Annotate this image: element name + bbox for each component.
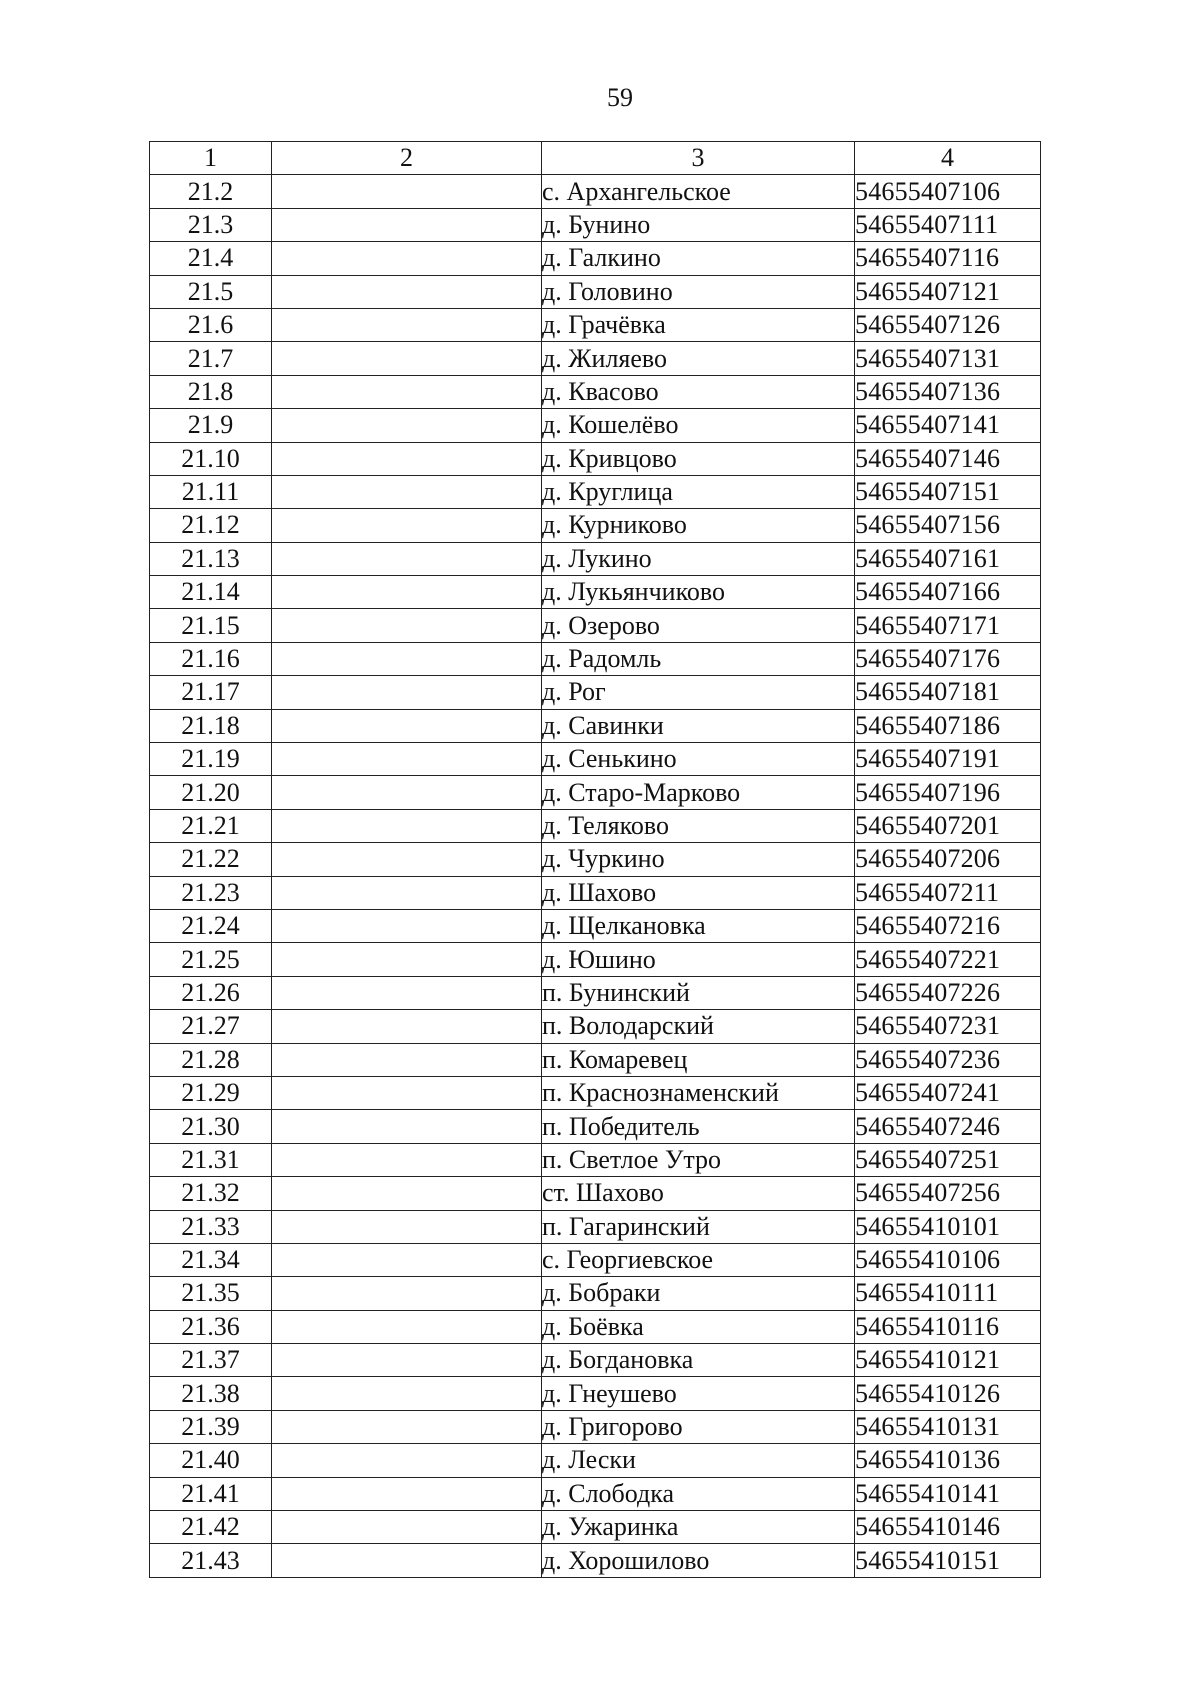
- row-number-cell: 21.35: [150, 1277, 272, 1310]
- table-row: [150, 1544, 1041, 1577]
- oktmo-code-cell: 54655407256: [855, 1177, 1041, 1210]
- row-number-cell: 21.20: [150, 776, 272, 809]
- column-2-cell: [272, 375, 542, 408]
- oktmo-code-cell: 54655410121: [855, 1344, 1041, 1377]
- table-row: [150, 1243, 1041, 1276]
- table-row: [150, 1143, 1041, 1176]
- table-row: [150, 1310, 1041, 1343]
- settlement-name-cell: д. Бунино: [542, 208, 855, 241]
- table-row: [150, 809, 1041, 842]
- table-row: [150, 1010, 1041, 1043]
- settlement-name-cell: ст. Шахово: [542, 1177, 855, 1210]
- column-2-cell: [272, 542, 542, 575]
- column-2-cell: [272, 1377, 542, 1410]
- row-number-cell: 21.38: [150, 1377, 272, 1410]
- oktmo-code-cell: 54655407216: [855, 909, 1041, 942]
- row-number-cell: 21.43: [150, 1544, 272, 1577]
- oktmo-code-cell: 54655410131: [855, 1410, 1041, 1443]
- table-row: [150, 609, 1041, 642]
- column-2-cell: [272, 709, 542, 742]
- settlement-name-cell: д. Хорошилово: [542, 1544, 855, 1577]
- column-2-cell: [272, 876, 542, 909]
- row-number-cell: 21.37: [150, 1344, 272, 1377]
- oktmo-code-cell: 54655407141: [855, 409, 1041, 442]
- column-2-cell: [272, 1143, 542, 1176]
- table-row: [150, 642, 1041, 675]
- row-number-cell: 21.31: [150, 1143, 272, 1176]
- settlement-name-cell: п. Победитель: [542, 1110, 855, 1143]
- table-row: [150, 1410, 1041, 1443]
- column-2-cell: [272, 1043, 542, 1076]
- table-row: [150, 242, 1041, 275]
- oktmo-code-cell: 54655407206: [855, 843, 1041, 876]
- settlement-name-cell: д. Теляково: [542, 809, 855, 842]
- row-number-cell: 21.32: [150, 1177, 272, 1210]
- settlement-name-cell: д. Радомль: [542, 642, 855, 675]
- row-number-cell: 21.13: [150, 542, 272, 575]
- oktmo-code-cell: 54655407146: [855, 442, 1041, 475]
- column-2-cell: [272, 1511, 542, 1544]
- settlement-name-cell: д. Озерово: [542, 609, 855, 642]
- settlement-name-cell: п. Краснознаменский: [542, 1076, 855, 1109]
- column-2-cell: [272, 743, 542, 776]
- table-row: [150, 976, 1041, 1009]
- column-2-cell: [272, 442, 542, 475]
- row-number-cell: 21.40: [150, 1444, 272, 1477]
- oktmo-code-cell: 54655407176: [855, 642, 1041, 675]
- column-2-cell: [272, 1344, 542, 1377]
- settlements-table: [149, 141, 1041, 1578]
- settlement-name-cell: д. Лукино: [542, 542, 855, 575]
- settlement-name-cell: д. Бобраки: [542, 1277, 855, 1310]
- table-row: [150, 409, 1041, 442]
- oktmo-code-cell: 54655407171: [855, 609, 1041, 642]
- settlement-name-cell: д. Сенькино: [542, 743, 855, 776]
- column-2-cell: [272, 409, 542, 442]
- settlement-name-cell: д. Головино: [542, 275, 855, 308]
- table-row: [150, 709, 1041, 742]
- oktmo-code-cell: 54655407241: [855, 1076, 1041, 1109]
- table-row: [150, 509, 1041, 542]
- row-number-cell: 21.7: [150, 342, 272, 375]
- oktmo-code-cell: 54655407131: [855, 342, 1041, 375]
- settlement-name-cell: д. Кошелёво: [542, 409, 855, 442]
- column-2-cell: [272, 676, 542, 709]
- oktmo-code-cell: 54655407236: [855, 1043, 1041, 1076]
- column-2-cell: [272, 509, 542, 542]
- table-row: [150, 1344, 1041, 1377]
- column-2-cell: [272, 809, 542, 842]
- oktmo-code-cell: 54655410106: [855, 1243, 1041, 1276]
- oktmo-code-cell: 54655407161: [855, 542, 1041, 575]
- column-2-cell: [272, 1544, 542, 1577]
- row-number-cell: 21.18: [150, 709, 272, 742]
- oktmo-code-cell: 54655407231: [855, 1010, 1041, 1043]
- settlement-name-cell: д. Жиляево: [542, 342, 855, 375]
- table-row: [150, 275, 1041, 308]
- oktmo-code-cell: 54655407181: [855, 676, 1041, 709]
- oktmo-code-cell: 54655407121: [855, 275, 1041, 308]
- column-2-cell: [272, 1477, 542, 1510]
- settlement-name-cell: д. Богдановка: [542, 1344, 855, 1377]
- column-2-cell: [272, 1010, 542, 1043]
- settlement-name-cell: д. Грачёвка: [542, 308, 855, 341]
- oktmo-code-cell: 54655407201: [855, 809, 1041, 842]
- row-number-cell: 21.23: [150, 876, 272, 909]
- row-number-cell: 21.36: [150, 1310, 272, 1343]
- settlement-name-cell: п. Комаревец: [542, 1043, 855, 1076]
- oktmo-code-cell: 54655410146: [855, 1511, 1041, 1544]
- column-2-cell: [272, 275, 542, 308]
- column-2-cell: [272, 776, 542, 809]
- oktmo-code-cell: 54655410151: [855, 1544, 1041, 1577]
- table-row: [150, 342, 1041, 375]
- settlement-name-cell: п. Гагаринский: [542, 1210, 855, 1243]
- column-2-cell: [272, 342, 542, 375]
- page-number: 59: [607, 83, 633, 112]
- column-header-2: 2: [272, 142, 542, 175]
- column-2-cell: [272, 208, 542, 241]
- table-row: [150, 175, 1041, 208]
- settlement-name-cell: д. Галкино: [542, 242, 855, 275]
- table-row: [150, 475, 1041, 508]
- row-number-cell: 21.41: [150, 1477, 272, 1510]
- oktmo-code-cell: 54655407186: [855, 709, 1041, 742]
- settlement-name-cell: д. Савинки: [542, 709, 855, 742]
- oktmo-code-cell: 54655407246: [855, 1110, 1041, 1143]
- row-number-cell: 21.16: [150, 642, 272, 675]
- oktmo-code-cell: 54655410136: [855, 1444, 1041, 1477]
- settlement-name-cell: д. Шахово: [542, 876, 855, 909]
- settlement-name-cell: д. Ужаринка: [542, 1511, 855, 1544]
- settlement-name-cell: д. Старо-Марково: [542, 776, 855, 809]
- table-row: [150, 1477, 1041, 1510]
- oktmo-code-cell: 54655407196: [855, 776, 1041, 809]
- column-2-cell: [272, 642, 542, 675]
- settlement-name-cell: п. Бунинский: [542, 976, 855, 1009]
- table-row: [150, 542, 1041, 575]
- row-number-cell: 21.42: [150, 1511, 272, 1544]
- oktmo-code-cell: 54655407151: [855, 475, 1041, 508]
- column-2-cell: [272, 1210, 542, 1243]
- row-number-cell: 21.25: [150, 943, 272, 976]
- table-row: [150, 909, 1041, 942]
- settlement-name-cell: д. Юшино: [542, 943, 855, 976]
- row-number-cell: 21.27: [150, 1010, 272, 1043]
- row-number-cell: 21.10: [150, 442, 272, 475]
- table-row: [150, 308, 1041, 341]
- settlement-name-cell: д. Рог: [542, 676, 855, 709]
- row-number-cell: 21.22: [150, 843, 272, 876]
- column-2-cell: [272, 308, 542, 341]
- settlement-name-cell: п. Володарский: [542, 1010, 855, 1043]
- oktmo-code-cell: 54655407221: [855, 943, 1041, 976]
- row-number-cell: 21.24: [150, 909, 272, 942]
- column-2-cell: [272, 609, 542, 642]
- table-row: [150, 943, 1041, 976]
- settlement-name-cell: д. Квасово: [542, 375, 855, 408]
- column-2-cell: [272, 1444, 542, 1477]
- row-number-cell: 21.2: [150, 175, 272, 208]
- row-number-cell: 21.19: [150, 743, 272, 776]
- settlement-name-cell: с. Архангельское: [542, 175, 855, 208]
- table-row: [150, 208, 1041, 241]
- settlement-name-cell: д. Чуркино: [542, 843, 855, 876]
- row-number-cell: 21.11: [150, 475, 272, 508]
- row-number-cell: 21.34: [150, 1243, 272, 1276]
- table-row: [150, 843, 1041, 876]
- oktmo-code-cell: 54655410116: [855, 1310, 1041, 1343]
- column-2-cell: [272, 576, 542, 609]
- row-number-cell: 21.6: [150, 308, 272, 341]
- oktmo-code-cell: 54655407251: [855, 1143, 1041, 1176]
- table-row: [150, 1043, 1041, 1076]
- oktmo-code-cell: 54655410141: [855, 1477, 1041, 1510]
- table-row: [150, 776, 1041, 809]
- oktmo-code-cell: 54655407106: [855, 175, 1041, 208]
- settlement-name-cell: п. Светлое Утро: [542, 1143, 855, 1176]
- settlement-name-cell: д. Лукьянчиково: [542, 576, 855, 609]
- column-2-cell: [272, 1277, 542, 1310]
- settlement-name-cell: д. Кривцово: [542, 442, 855, 475]
- row-number-cell: 21.8: [150, 375, 272, 408]
- column-2-cell: [272, 976, 542, 1009]
- table-row: [150, 375, 1041, 408]
- row-number-cell: 21.15: [150, 609, 272, 642]
- table-row: [150, 1177, 1041, 1210]
- column-2-cell: [272, 1110, 542, 1143]
- table-row: [150, 1277, 1041, 1310]
- settlement-name-cell: д. Григорово: [542, 1410, 855, 1443]
- column-2-cell: [272, 943, 542, 976]
- table-body: [150, 175, 1041, 1577]
- oktmo-code-cell: 54655407156: [855, 509, 1041, 542]
- row-number-cell: 21.26: [150, 976, 272, 1009]
- column-2-cell: [272, 475, 542, 508]
- table-row: [150, 676, 1041, 709]
- oktmo-code-cell: 54655410111: [855, 1277, 1041, 1310]
- oktmo-code-cell: 54655407191: [855, 743, 1041, 776]
- column-header-3: 3: [542, 142, 855, 175]
- column-2-cell: [272, 1076, 542, 1109]
- table-row: [150, 576, 1041, 609]
- column-2-cell: [272, 843, 542, 876]
- table-row: [150, 1377, 1041, 1410]
- settlement-name-cell: д. Щелкановка: [542, 909, 855, 942]
- settlement-name-cell: д. Боёвка: [542, 1310, 855, 1343]
- column-2-cell: [272, 175, 542, 208]
- oktmo-code-cell: 54655407211: [855, 876, 1041, 909]
- column-2-cell: [272, 909, 542, 942]
- row-number-cell: 21.3: [150, 208, 272, 241]
- table-row: [150, 1110, 1041, 1143]
- row-number-cell: 21.14: [150, 576, 272, 609]
- settlement-name-cell: д. Лески: [542, 1444, 855, 1477]
- settlement-name-cell: д. Круглица: [542, 475, 855, 508]
- oktmo-code-cell: 54655407116: [855, 242, 1041, 275]
- column-header-1: 1: [150, 142, 272, 175]
- table-row: [150, 876, 1041, 909]
- column-2-cell: [272, 1243, 542, 1276]
- column-2-cell: [272, 1310, 542, 1343]
- row-number-cell: 21.30: [150, 1110, 272, 1143]
- row-number-cell: 21.28: [150, 1043, 272, 1076]
- oktmo-code-cell: 54655410101: [855, 1210, 1041, 1243]
- table-row: [150, 1076, 1041, 1109]
- row-number-cell: 21.33: [150, 1210, 272, 1243]
- settlement-name-cell: д. Гнеушево: [542, 1377, 855, 1410]
- oktmo-code-cell: 54655407111: [855, 208, 1041, 241]
- row-number-cell: 21.21: [150, 809, 272, 842]
- oktmo-code-cell: 54655407166: [855, 576, 1041, 609]
- table-header-row: [150, 142, 1041, 175]
- table-row: [150, 1511, 1041, 1544]
- oktmo-code-cell: 54655407136: [855, 375, 1041, 408]
- oktmo-code-cell: 54655407226: [855, 976, 1041, 1009]
- row-number-cell: 21.5: [150, 275, 272, 308]
- row-number-cell: 21.39: [150, 1410, 272, 1443]
- column-header-4: 4: [855, 142, 1041, 175]
- column-2-cell: [272, 242, 542, 275]
- oktmo-code-cell: 54655410126: [855, 1377, 1041, 1410]
- row-number-cell: 21.4: [150, 242, 272, 275]
- column-2-cell: [272, 1177, 542, 1210]
- row-number-cell: 21.9: [150, 409, 272, 442]
- column-2-cell: [272, 1410, 542, 1443]
- settlement-name-cell: с. Георгиевское: [542, 1243, 855, 1276]
- settlement-name-cell: д. Курниково: [542, 509, 855, 542]
- row-number-cell: 21.12: [150, 509, 272, 542]
- table-row: [150, 1444, 1041, 1477]
- table-row: [150, 743, 1041, 776]
- row-number-cell: 21.17: [150, 676, 272, 709]
- table-row: [150, 442, 1041, 475]
- table-row: [150, 1210, 1041, 1243]
- row-number-cell: 21.29: [150, 1076, 272, 1109]
- settlement-name-cell: д. Слободка: [542, 1477, 855, 1510]
- oktmo-code-cell: 54655407126: [855, 308, 1041, 341]
